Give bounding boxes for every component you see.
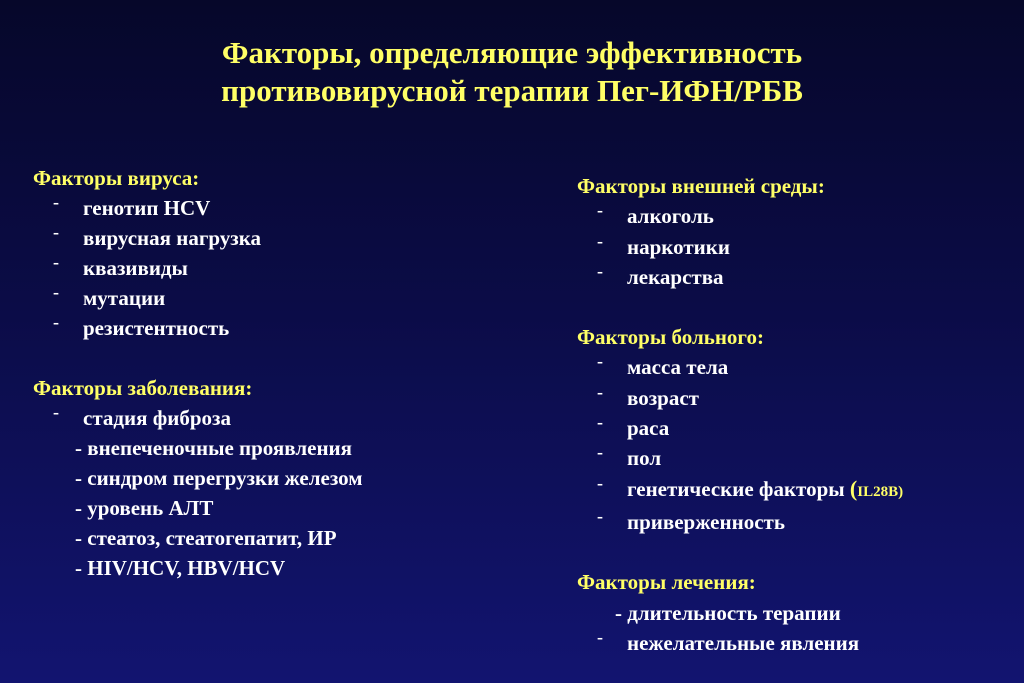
left-column [33,163,363,583]
list-item: - вирусная нагрузка [33,223,363,253]
dash-bullet: - [53,312,59,332]
list-item: - стадия фиброза [33,403,363,433]
title-line-2: противовирусной терапии Пег-ИФН/РБВ [221,73,803,108]
gene-label: IL28B) [857,483,904,500]
genetic-paren: ( [849,475,858,501]
list-item: - мутации [33,283,363,313]
dash-bullet: - [53,222,59,242]
right-column [577,171,903,658]
dash-bullet: - [597,472,603,493]
list-item: - генотип HCV [33,193,363,223]
treatment-factors-heading: Факторы лечения: [577,570,756,595]
dash-bullet: - [597,505,603,526]
list-item: - квазивиды [33,253,363,283]
dash-bullet: - [597,351,603,372]
list-item: - резистентность [33,313,363,343]
list-item: - HIV/HCV, HBV/HCV [75,556,286,580]
treatment-factors-section [577,567,903,658]
patient-factors-heading: Факторы больного: [577,325,764,350]
list-item: - приверженность [577,507,903,537]
list-item-genetic: - генетические факторы (IL28B) [577,474,903,507]
disease-factors-section [33,373,363,583]
list-item: - алкоголь [577,201,903,231]
list-item: - лекарства [577,262,903,292]
list-item: - внепеченочные проявления [75,436,352,460]
slide-title [0,34,1024,110]
dash-bullet: - [53,192,59,212]
dash-bullet: - [53,402,59,422]
list-item: - длительность терапии [615,600,841,625]
dash-bullet: - [597,626,603,647]
list-item: - стеатоз, стеатогепатит, ИР [75,526,337,550]
dash-bullet: - [53,282,59,302]
dash-bullet: - [597,260,603,281]
disease-factors-heading: Факторы заболевания: [33,376,253,400]
virus-factors-heading: Факторы вируса: [33,166,200,190]
patient-factors-section [577,322,903,537]
list-item: - пол [577,443,903,473]
list-item: - возраст [577,383,903,413]
dash-bullet: - [53,252,59,272]
dash-bullet: - [597,381,603,402]
dash-bullet: - [597,200,603,221]
title-line-1: Факторы, определяющие эффективность [221,35,803,70]
environment-factors-section [577,171,903,292]
list-item: - наркотики [577,232,903,262]
list-item: - уровень АЛТ [75,496,214,520]
list-item: - раса [577,413,903,443]
list-item: - масса тела [577,352,903,382]
dash-bullet: - [597,442,603,463]
list-item: - синдром перегрузки железом [75,466,363,490]
environment-factors-heading: Факторы внешней среды: [577,174,825,198]
dash-bullet: - [597,412,603,433]
list-item: - нежелательные явления [577,628,903,658]
dash-bullet: - [597,230,603,251]
virus-factors-section [33,163,363,343]
